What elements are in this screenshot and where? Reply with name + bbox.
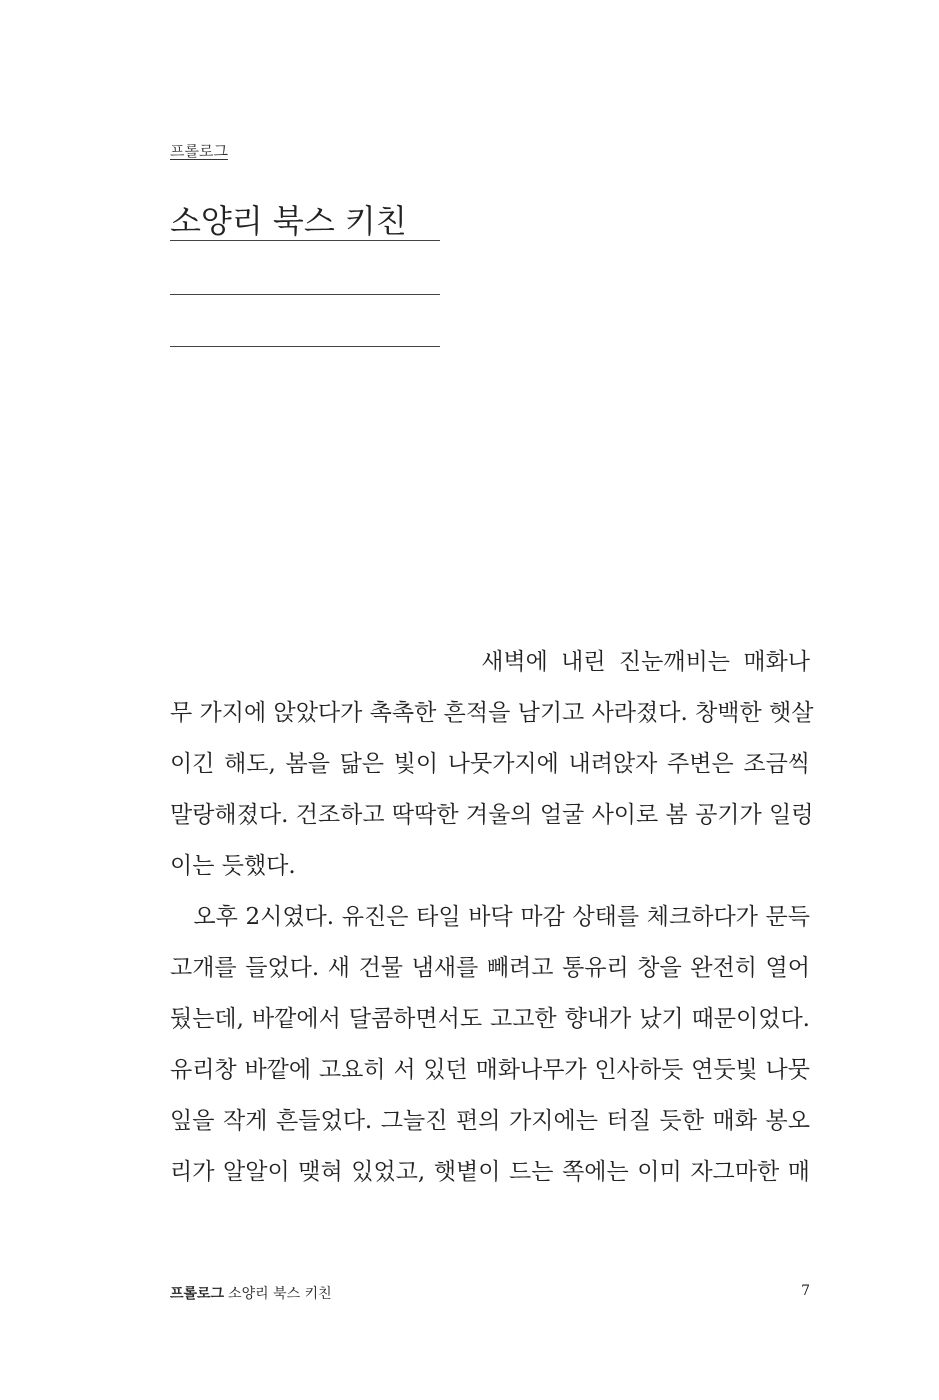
chapter-kicker: 프롤로그 <box>170 142 228 160</box>
text-line: 이긴 해도, 봄을 닮은 빛이 나뭇가지에 내려앉자 주변은 조금씩 <box>170 751 810 777</box>
title-rule <box>170 240 440 241</box>
text-line: 오후 2시였다. 유진은 타일 바닥 마감 상태를 체크하다가 문득 <box>170 904 810 930</box>
text-line: 뒀는데, 바깥에서 달콤하면서도 고고한 향내가 났기 때문이었다. <box>170 1006 810 1032</box>
title-rule <box>170 294 440 295</box>
text-line: 새벽에 내린 진눈깨비는 매화나 <box>481 649 810 675</box>
body-text <box>170 640 814 1201</box>
text-line: 잎을 작게 흔들었다. 그늘진 편의 가지에는 터질 듯한 매화 봉오 <box>170 1108 810 1134</box>
running-footer <box>170 1283 810 1303</box>
footer-title: 소양리 북스 키친 <box>228 1286 332 1302</box>
text-line: 무 가지에 앉았다가 촉촉한 흔적을 남기고 사라졌다. 창백한 햇살 <box>170 700 814 726</box>
text-line: 리가 알알이 맺혀 있었고, 햇볕이 드는 쪽에는 이미 자그마한 매 <box>170 1159 810 1185</box>
page-number: 7 <box>801 1283 810 1299</box>
chapter-title: 소양리 북스 키친 <box>170 202 407 240</box>
text-line: 고개를 들었다. 새 건물 냄새를 빼려고 통유리 창을 완전히 열어 <box>170 955 810 981</box>
text-line: 말랑해졌다. 건조하고 딱딱한 겨울의 얼굴 사이로 봄 공기가 일렁 <box>170 802 814 828</box>
title-rule <box>170 346 440 347</box>
text-line: 유리창 바깥에 고요히 서 있던 매화나무가 인사하듯 연둣빛 나뭇 <box>170 1057 810 1083</box>
footer-section: 프롤로그 <box>170 1286 225 1302</box>
text-line: 이는 듯했다. <box>170 853 296 879</box>
